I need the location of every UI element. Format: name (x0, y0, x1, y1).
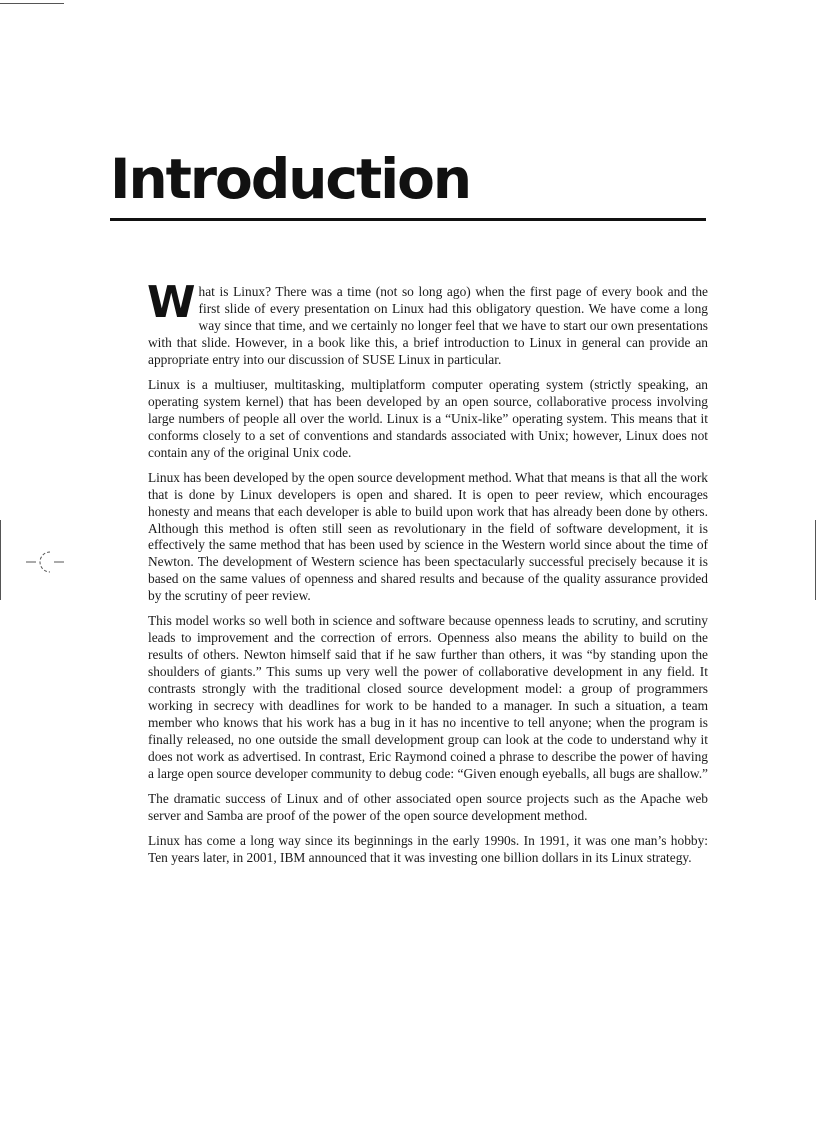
paragraph-4: This model works so well both in science and software because openness leads to scrutiny, and scrutiny leads to improvement and the correction of errors. Openness also means the ability to build on the results of others. Newton himself said that if he saw further than others, it was “by standing upon the shoulders of giants.” This sums up very well the power of collaborative development in any field. It contrasts strongly with the traditional closed source development model: a group of programmers working in secrecy with deadlines for work to be handed to a manager. In such a situation, a team member who knows that his work has a bug in it has no incentive to tell anyone; when the program is finally released, no one outside the small development group can look at the code to understand why it does not work as advertised. In contrast, Eric Raymond coined a phrase to describe the power of having a large open source developer community to debug code: “Given enough eyeballs, all bugs are shallow.” (148, 613, 708, 781)
paragraph-1-text: hat is Linux? There was a time (not so long ago) when the first page of every book and the first slide of every presentation on Linux had this obligatory question. We have come a long way since that time, and we certainly no longer feel that we have to start our own presentations with that slide. However, in a book like this, a brief introduction to Linux in general can provide an appropriate entry into our discussion of SUSE Linux in particular. (148, 284, 708, 367)
title-rule (110, 218, 706, 221)
chapter-title: Introduction (110, 147, 471, 211)
registration-mark-icon (26, 548, 66, 576)
paragraph-5: The dramatic success of Linux and of other associated open source projects such as the Apache web server and Samba are proof of the power of the open source development method. (148, 790, 708, 823)
paragraph-1 (147, 277, 708, 369)
paragraph-3: Linux has been developed by the open source development method. What that means is that all the work that is done by Linux developers is open and shared. It is open to peer review, which encourages honesty and means that each developer is able to build upon work that has already been done by others. Although this method is often still seen as revolutionary in the field of software development, it is effectively the same method that has been used by science in the Western world since about the time of Newton. The development of Western science has been spectacularly successful precisely because it is based on the same values of openness and shared results and because of the quality assurance provided by the scrutiny of peer review. (148, 469, 708, 604)
crop-mark-top (0, 3, 64, 4)
crop-mark-left (0, 520, 1, 600)
paragraph-2: Linux is a multiuser, multitasking, multiplatform computer operating system (strictly speaking, an operating system kernel) that has been developed by an open source, collaborative process involving large numbers of people all over the world. Linux is a “Unix-like” operating system. This means that it conforms closely to a set of conventions and standards associated with Unix; however, Linux does not contain any of the original Unix code. (148, 376, 708, 460)
drop-cap: W (147, 277, 196, 328)
paragraph-6: Linux has come a long way since its beginnings in the early 1990s. In 1991, it was one man’s hobby: Ten years later, in 2001, IBM announced that it was investing one billion dollars in its Linux strategy. (148, 833, 708, 866)
body-text (147, 277, 708, 875)
